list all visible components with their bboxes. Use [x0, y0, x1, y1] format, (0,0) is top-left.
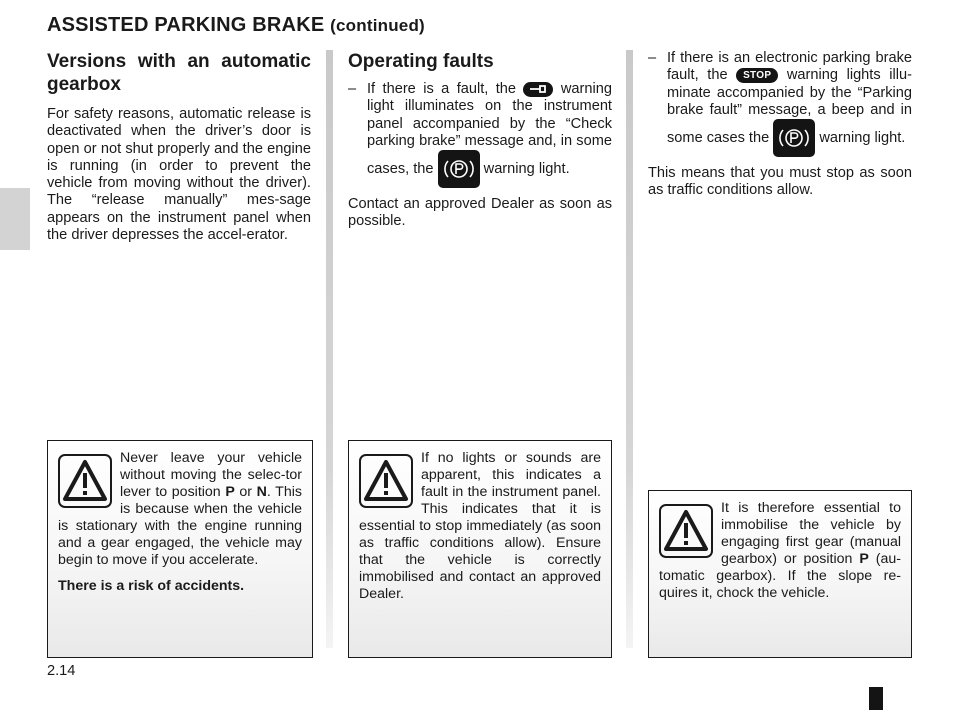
warning1-or: or	[239, 484, 253, 500]
title-sub: (continued)	[330, 16, 425, 35]
bullet-dash: –	[648, 50, 657, 66]
fault-text-part1: If there is a fault, the	[367, 81, 517, 97]
stop-label: STOP	[743, 69, 772, 81]
column-operating-faults	[348, 50, 612, 231]
bullet-dash: –	[348, 81, 357, 97]
position-n-label: N	[256, 484, 267, 500]
column-divider-right	[626, 50, 633, 648]
electronic-fault-bullet	[648, 50, 912, 157]
electronic-fault-text-part2: warning lights illu-minate accompanied by the “Parking brake fault” message, a beep and in some cases the	[667, 67, 912, 147]
page-number: 2.14	[47, 663, 76, 679]
fault-text-part3: warning light.	[483, 161, 570, 178]
fault-text-part2: warning light illuminates on the instrument panel accompanied by the “Check parking brake” message and, in some cases, the	[367, 81, 612, 178]
wrench-warning-icon	[523, 82, 553, 97]
warning3-text-part2: (au-tomatic gearbox). If the slope re-quires it, chock the vehicle.	[659, 551, 901, 601]
instrument-fault-warning-text: If no lights or sounds are apparent, this indicates a fault in the instrument panel. This indicates that it is essential to stop immediately (as soon as traffic conditions allow). Ensure that the vehicle is correctly immobilised and contact an approved Dealer.	[359, 450, 601, 602]
fault-bullet	[348, 81, 612, 188]
electronic-fault-text	[667, 50, 912, 157]
contact-dealer-text: Contact an approved Dealer as soon as possible.	[348, 196, 612, 230]
warning1-text-part2: . This is because when the vehicle is stationary with the engine running and a gear engaged, the vehicle may begin to move if you accelerate.	[58, 484, 302, 568]
page-title	[47, 14, 425, 37]
warning-triangle-icon	[659, 504, 713, 558]
column-electronic-fault	[648, 50, 912, 200]
column-automatic-gearbox	[47, 50, 311, 244]
automatic-gearbox-text: For safety reasons, automatic release is deactivated when the driver’s door is open or not shut properly and the engine is running (in order to prevent the vehicle from moving without the driver). The “release manually” mes-sage appears on the instrument panel when the driver depresses the accel-erator.	[47, 106, 311, 244]
parking-brake-warning-icon	[773, 119, 815, 157]
accident-risk-text: There is a risk of accidents.	[58, 578, 245, 594]
warning-box-selector-lever	[47, 440, 313, 658]
warning1-text-part1: Never leave your vehicle without moving the selec-tor lever to position	[120, 450, 302, 500]
title-main: ASSISTED PARKING BRAKE	[47, 14, 325, 36]
corner-marker	[869, 687, 883, 710]
stop-warning-icon	[736, 68, 778, 83]
section-heading-automatic: Versions with an automatic gearbox	[47, 51, 311, 95]
position-p-label: P	[859, 551, 869, 567]
fault-bullet-text	[367, 81, 612, 188]
section-heading-faults: Operating faults	[348, 51, 494, 72]
position-p-label: P	[225, 484, 235, 500]
stop-asap-text: This means that you must stop as soon as traffic conditions allow.	[648, 165, 912, 199]
warning-triangle-icon	[359, 454, 413, 508]
section-tab	[0, 188, 30, 250]
parking-brake-warning-icon	[438, 150, 480, 188]
electronic-fault-text-part3: warning light.	[819, 130, 906, 147]
warning-box-immobilise	[648, 490, 912, 658]
warning-box-instrument-fault	[348, 440, 612, 658]
warning-triangle-icon	[58, 454, 112, 508]
electronic-fault-text-part1: If there is an electronic parking brake fault, the	[667, 50, 912, 84]
warning3-text-part1: It is therefore essential to immobilise the vehicle by engaging first gear (manual gearbox) or position	[721, 500, 901, 567]
column-divider-left	[326, 50, 333, 648]
